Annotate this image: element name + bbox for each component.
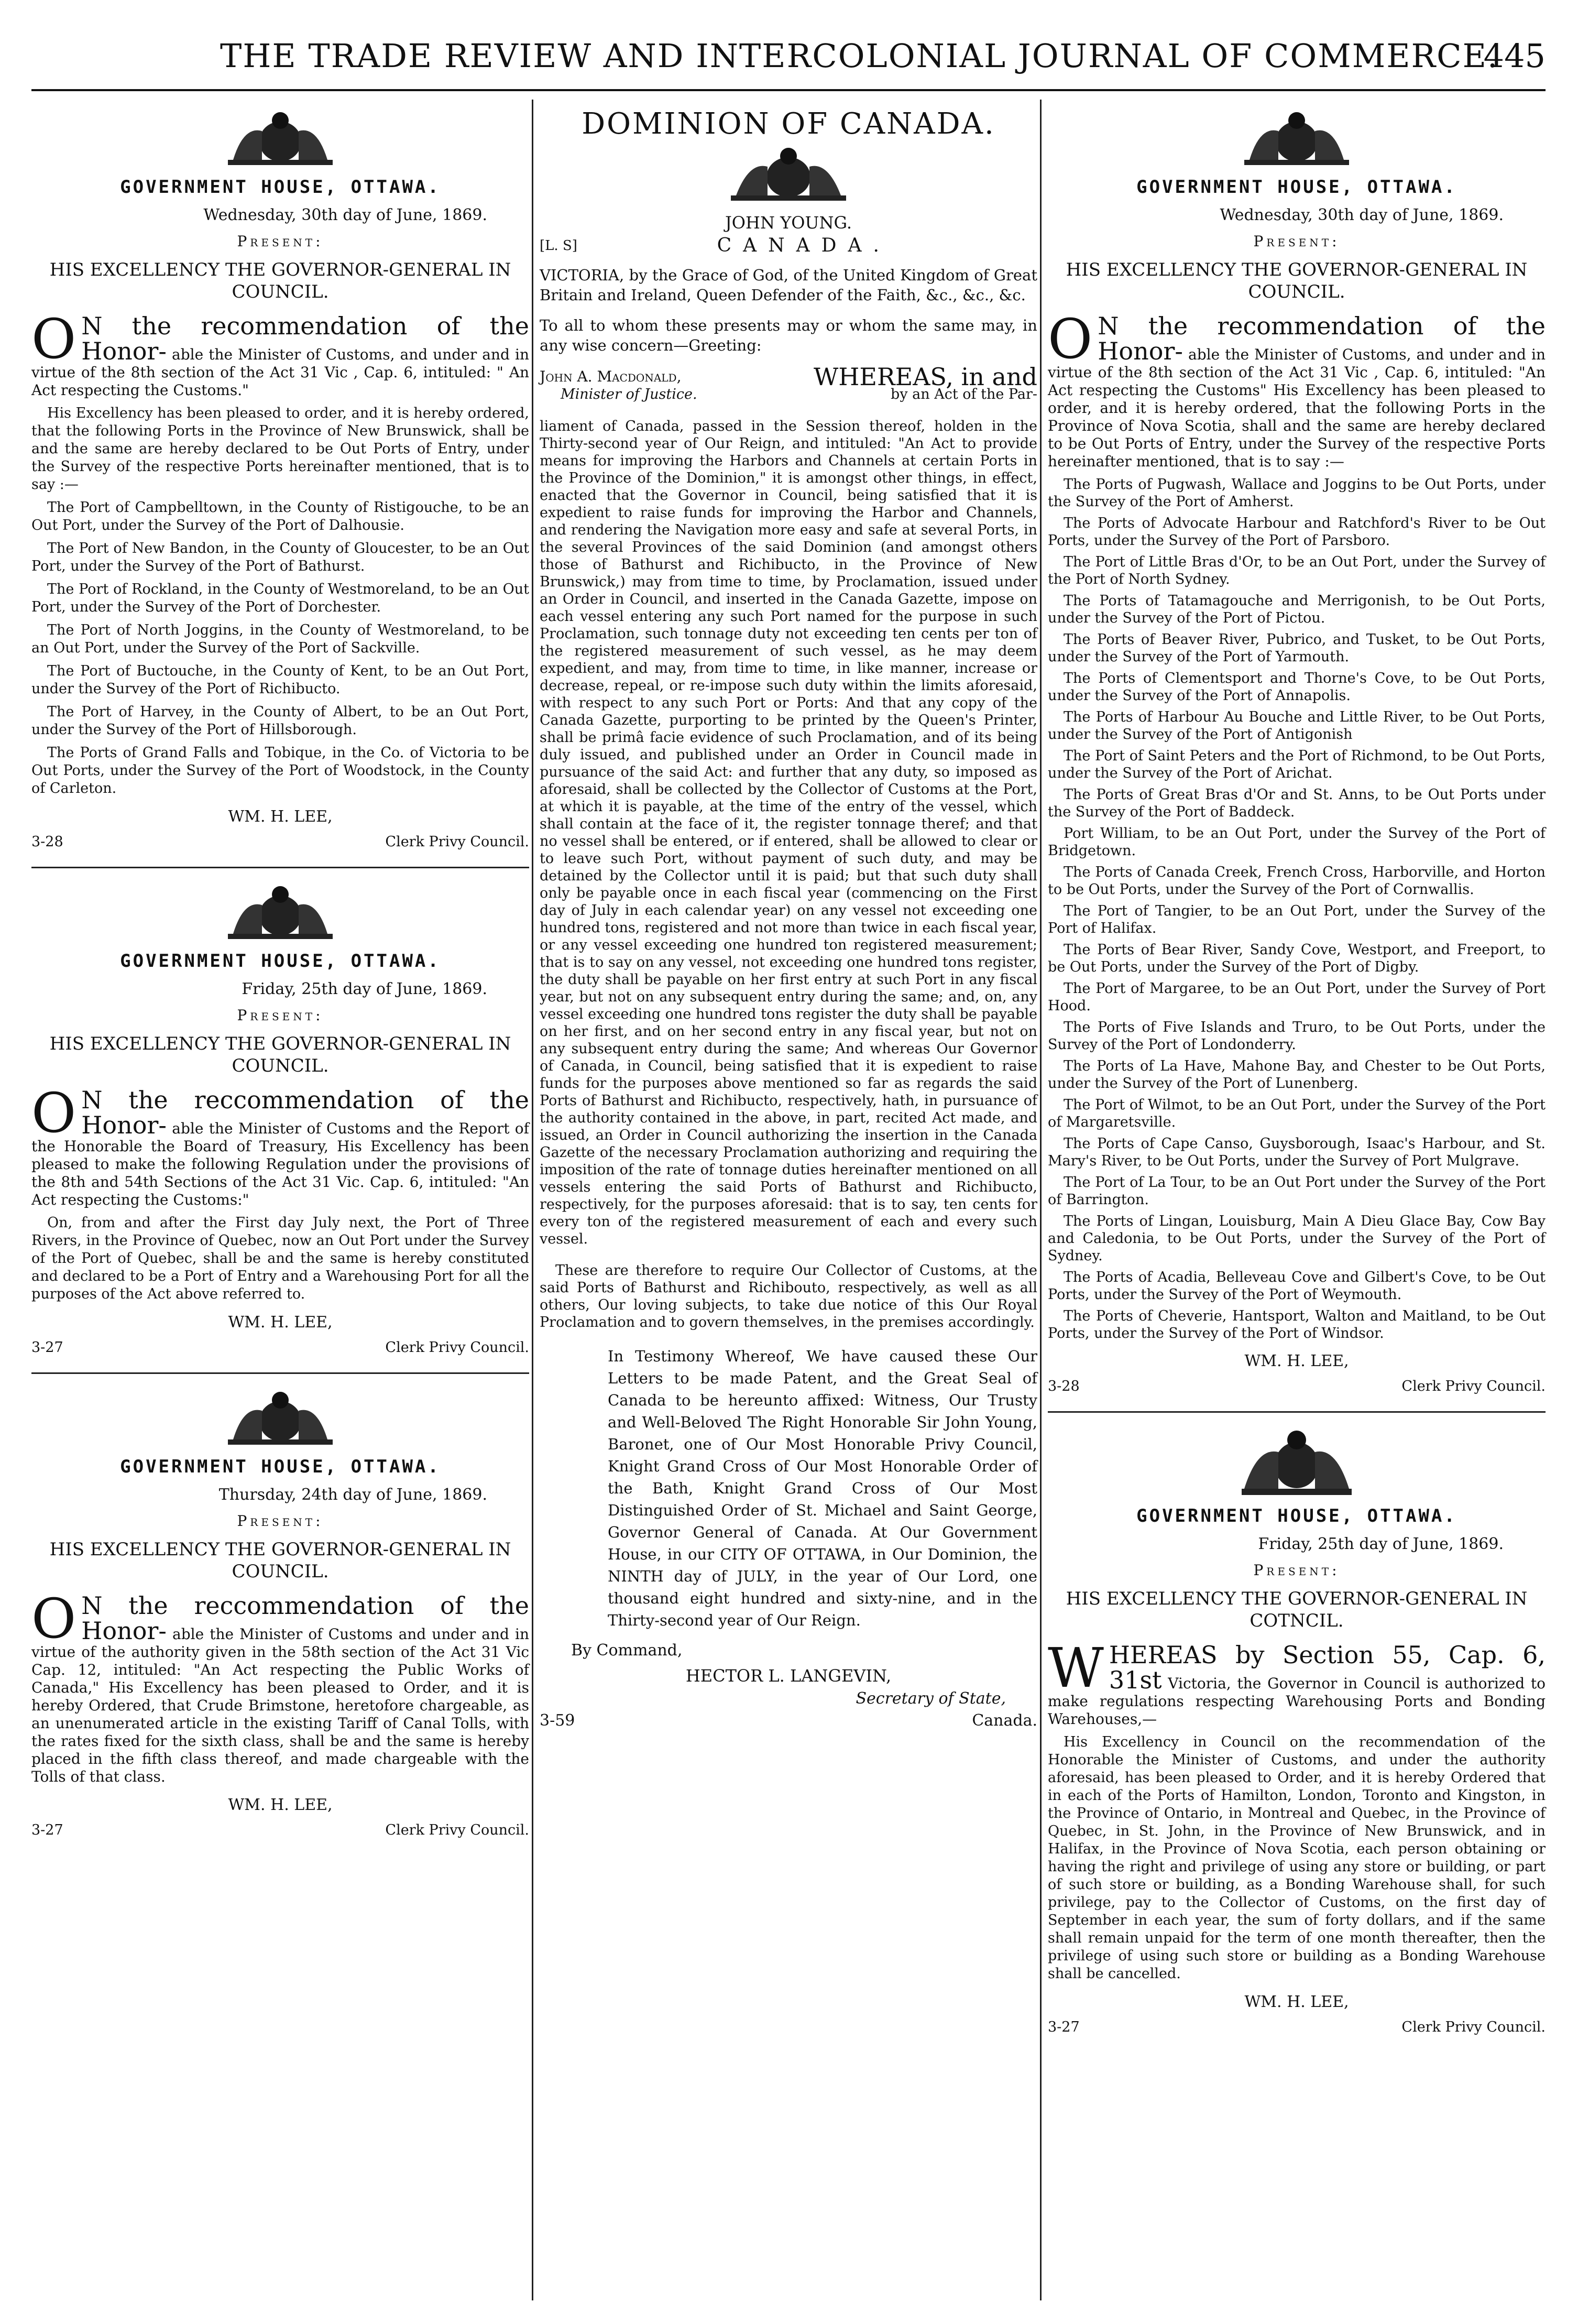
reference-number: 3-27	[31, 1822, 63, 1838]
proclamation-requirement: These are therefore to require Our Collector of Customs, at the said Ports of Bathurst and Richibouto, respectively, as well as all others, Our loving subjects, to take due notice of this Our Royal Proclamation and to govern themselves, in the premises accordingly.	[540, 1262, 1037, 1330]
minister-name: John A. Macdonald,	[540, 368, 682, 385]
proclamation-title: DOMINION OF CANADA.	[582, 107, 995, 141]
victoria-preamble: VICTORIA, by the Grace of God, of the United Kingdom of Great Britain and Ireland, Queen Defender of the Faith, &c., &c., &c.	[540, 266, 1037, 304]
royal-coat-of-arms-icon	[212, 884, 348, 942]
list-item: The Ports of Advocate Harbour and Ratchford's River to be Out Ports, under the Survey of the Port of Parsboro.	[1048, 515, 1546, 549]
signer-name: WM. H. LEE,	[228, 1796, 333, 1814]
country-name: Canada.	[972, 1711, 1037, 1730]
ports-list	[1048, 476, 1546, 1342]
signer-name: WM. H. LEE,	[1244, 1993, 1349, 2011]
notice-date: Friday, 25th day of June, 1869.	[242, 980, 487, 998]
excellency-line: HIS EXCELLENCY THE GOVERNOR-GENERAL IN COUNCIL.	[49, 1539, 511, 1582]
signature-row	[31, 1821, 529, 1839]
signer-office: Clerk Privy Council.	[1401, 2019, 1546, 2035]
column-rule-2	[1040, 100, 1042, 2300]
present-label: Present:	[237, 1512, 324, 1530]
lead-text: able the Minister of Customs and under and in virtue of the authority given in the 58th section of the Act 31 Vic Cap. 12, intituled: "An Act respecting the Public Works of Canada," His Excellency has been pleased to Order, and it is hereby Ordered, that Crude Brimstone, heretofore chargeable, as an unenumerated article in the existing Tariff of Canal Tolls, with the rates fixed for the sixth class, shall be and the same is hereby placed in the fifth class thereof, and made chargeable with the Tolls of that class.	[31, 1625, 529, 1785]
notice-divider	[1048, 1411, 1546, 1413]
signer-office: Clerk Privy Council.	[1401, 1378, 1546, 1394]
notice-heading: GOVERNMENT HOUSE, OTTAWA.	[120, 951, 441, 972]
lead-text: able the Minister of Customs, and under and in virtue of the 8th section of the Act 31 Vic , Cap. 6, intituled: "An Act respecting the Customs" His Excellency has been pleased to order, and it is hereby ordered, that the following Ports in the Province of Nova Scotia, shall and the same are hereby declared to be Out Ports of Entry, under the Survey of the respective Ports hereinafter mentioned, that is to say :—	[1048, 346, 1546, 470]
notice-divider	[31, 1372, 529, 1374]
list-item: The Port of Little Bras d'Or, to be an Out Port, under the Survey of the Port of North Sydney.	[1048, 554, 1546, 587]
lead-text: able the Minister of Customs, and under and in virtue of the 8th section of the Act 31 Vic , Cap. 6, intituled: " An Act respecting the Customs."	[31, 346, 529, 399]
list-item: The Ports of Cheverie, Hantsport, Walton and Maitland, to be Out Ports, under the Survey of the Port of Windsor.	[1048, 1308, 1546, 1341]
lead-big-text: N the recommendation of the Honor-	[1098, 312, 1546, 365]
reference-number: 3-59	[540, 1711, 575, 1730]
drop-cap: O	[31, 1081, 76, 1145]
lead-big-text: N the reccommendation of the Honor-	[81, 1086, 529, 1139]
lead-text: able the Minister of Customs and the Report of the Honorable the Board of Treasury, His Excellency has been pleased to make the following Regulation under the provisions of the 8th and 54th Sections of the Act 31 Vic. Cap. 6, intituled: "An Act respecting the Customs:"	[31, 1120, 530, 1208]
header-rule	[31, 89, 1546, 91]
canada-heading: CANADA.	[717, 235, 891, 256]
governor-name: JOHN YOUNG.	[725, 213, 852, 233]
lead-paragraph	[31, 1587, 529, 1786]
notice-divider	[31, 867, 529, 868]
signer-name: WM. H. LEE,	[1244, 1352, 1349, 1370]
present-label: Present:	[237, 1007, 324, 1024]
list-item: The Port of Wilmot, to be an Out Port, under the Survey of the Port of Margaretsville.	[1048, 1097, 1546, 1130]
seal-mark: [L. S]	[540, 238, 577, 254]
paragraph: The Port of New Bandon, in the County of Gloucester, to be an Out Port, under the Survey of the Port of Bathurst.	[31, 540, 529, 574]
column-right	[1048, 105, 1546, 2295]
testimony-paragraph: In Testimony Whereof, We have caused these Our Letters to be made Patent, and the Great Seal of Canada to be hereunto affixed: Witness, Our Trusty and Well-Beloved The Right Honorable Sir John Young, Baronet, one of Our Most Honorable Privy Council, Knight Grand Cross of Our Most Honorable Order of the Bath, Knight Grand Cross of Our Most Distinguished Order of St. Michael and Saint George, Governor General of Canada. At Our Government House, in our CITY OF OTTAWA, in Our Dominion, the NINTH day of JULY, in the year of Our Lord, one thousand eight hundred and sixty-nine, and in the Thirty-second year of Our Reign.	[608, 1347, 1037, 1629]
signer-name: WM. H. LEE,	[228, 1313, 333, 1332]
notice-date: Thursday, 24th day of June, 1869.	[218, 1486, 487, 1504]
present-label: Present:	[237, 233, 324, 250]
signer-office: Clerk Privy Council.	[385, 1822, 529, 1838]
notice-crude-brimstone	[31, 1390, 529, 1839]
lead-paragraph	[31, 1081, 530, 1209]
journal-title: THE TRADE REVIEW AND INTERCOLONIAL JOURNAL OF COMMERCE.	[220, 37, 1499, 75]
lead-big-text: HEREAS by Section 55, Cap. 6, 31st	[1109, 1641, 1546, 1694]
drop-cap: O	[1048, 307, 1093, 371]
signature-row	[1048, 2019, 1546, 2036]
drop-cap: W	[1048, 1636, 1104, 1700]
paragraph: The Port of Rockland, in the County of Westmoreland, to be an Out Port, under the Survey of the Port of Dorchester.	[31, 581, 529, 615]
seal-row	[540, 237, 1037, 255]
notice-ports-nova-scotia	[1048, 110, 1546, 1395]
royal-coat-of-arms-icon	[212, 1390, 348, 1447]
notice-date: Wednesday, 30th day of June, 1869.	[203, 206, 487, 224]
signature-row	[540, 1712, 1037, 1730]
reference-number: 3-27	[31, 1339, 63, 1356]
column-middle	[540, 105, 1037, 2295]
signer-name: WM. H. LEE,	[228, 808, 333, 826]
present-label: Present:	[1253, 1562, 1340, 1579]
list-item: The Ports of Harbour Au Bouche and Little River, to be Out Ports, under the Survey of the Port of Antigonish	[1048, 709, 1546, 743]
lead-paragraph	[1048, 1636, 1546, 1728]
notice-heading: GOVERNMENT HOUSE, OTTAWA.	[1136, 1505, 1457, 1526]
paragraph: The Port of North Joggins, in the County of Westmoreland, to be an Out Port, under the Survey of the Port of Sackville.	[31, 622, 529, 656]
excellency-line: HIS EXCELLENCY THE GOVERNOR-GENERAL IN COTNCIL.	[1066, 1588, 1528, 1631]
notice-heading: GOVERNMENT HOUSE, OTTAWA.	[120, 177, 441, 198]
list-item: The Ports of Pugwash, Wallace and Joggins to be Out Ports, under the Survey of the Port of Amherst.	[1048, 476, 1546, 510]
reference-number: 3-28	[1048, 1378, 1080, 1394]
drop-cap: O	[31, 1587, 76, 1651]
whereas-big-text: WHEREAS, in and	[814, 363, 1037, 391]
list-item: The Port of Saint Peters and the Port of Richmond, to be Out Ports, under the Survey of the Port of Arichat.	[1048, 748, 1546, 781]
royal-coat-of-arms-icon	[715, 146, 862, 203]
lead-text: Victoria, the Governor in Council is authorized to make regulations respecting Warehousing Ports and Bonding Warehouses,—	[1048, 1675, 1546, 1728]
notice-ports-new-brunswick	[31, 110, 529, 851]
notice-date: Wednesday, 30th day of June, 1869.	[1220, 206, 1504, 224]
list-item: The Ports of Canada Creek, French Cross, Harborville, and Horton to be Out Ports, under the Survey of the Port of Cornwallis.	[1048, 864, 1546, 898]
reference-number: 3-27	[1048, 2019, 1080, 2035]
column-rule-1	[532, 100, 533, 2300]
excellency-line: HIS EXCELLENCY THE GOVERNOR-GENERAL IN COUNCIL.	[1066, 259, 1528, 302]
paragraph: His Excellency in Council on the recommendation of the Honorable the Minister of Customs, and under the authority aforesaid, has been pleased to Order, and it is hereby Ordered that in each of the Ports of Hamilton, London, Toronto and Kingston, in the Province of Ontario, in Montreal and Quebec, in the Province of Quebec, in St. John, in the Province of New Brunswick, and in Halifax, in the Province of Nova Scotia, each person obtaining or having the right and privilege of using any store or building, or part of such store or building, as a Bonding Warehouse shall, for such privilege, pay to the Collector of Customs, on the first day of September in each year, the sum of forty dollars, and if the same shall remain unpaid for the term of one month thereafter, then the privilege of using such store or building as a Bonding Warehouse shall be cancelled.	[1048, 1734, 1546, 1982]
paragraph: On, from and after the First day July next, the Port of Three Rivers, in the Province of Quebec, now an Out Port under the Survey of the Port of Quebec, shall be and the same is hereby constituted and declared to be a Port of Entry and a Warehousing Port for all the purposes of the Act above referred to.	[31, 1215, 529, 1302]
greeting-paragraph: To all to whom these presents may or whom the same may, in any wise concern—Greeting:	[540, 317, 1037, 354]
reference-number: 3-28	[31, 834, 63, 850]
secretary-name: HECTOR L. LANGEVIN,	[685, 1666, 892, 1686]
proclamation-body: liament of Canada, passed in the Session thereof, holden in the Thirty-second year of Our Reign, and intituled: "An Act to provide means for improving the Harbors and Channels at certain Ports in the Province of the Dominion," it is amongst other things, in effect, enacted that the Governor in Council, being satisfied that it is expedient to raise funds for improving the Harbor and Channels, and rendering the Navigation more easy and safe at several Ports, in the several Provinces of the said Dominion (and amongst others those of Bathurst and Richibucto, in the Province of New Brunswick,) may from time to time, by Proclamation, issued under an Order in Council, and inserted in the Canada Gazette, impose on each vessel entering any such Port named for the purpose in such Proclamation, such tonnage duty not exceeding ten cents per ton of the registered measurement of such vessel, as he may deem expedient, and may, from time to time, in like manner, increase or decrease, repeal, or re-impose such duty within the limits aforesaid, with respect to any such Port or Ports: And that any copy of the Canada Gazette, purporting to be printed by the Queen's Printer, shall be primâ facie evidence of such Proclamation, and of its being duly issued, and published under an Order in Council made in pursuance of the said Act: and further that any duty, so imposed as aforesaid, shall be collected by the Collector of Customs at the Port, at which it is payable, at the time of the entry of the vessel, which shall contain at the face of it, the register tonnage theref; and that no vessel shall be entered, or if entered, shall be allowed to clear or to leave such Port, without payment of such duty, and may be detained by the Collector until it is paid; but that such duty shall only be payable once in each fiscal year (commencing on the First day of July in each calendar year) on any vessel not exceeding one hundred tons, registered and not more than twice in each fiscal year, or any vessel exceeding one hundred ton registered measurement; that is to say on any vessel, not exceeding one hundred tons register, the duty shall be payable on her first entry at such Port in any fiscal year, but not on any subsequent entry during the same; and, on, any vessel exceeding one hundred tons register the duty shall be payable on her first, and on her second entry in any fiscal year, but not on any subsequent entry during the same; And whereas Our Governor of Canada, in Council, being satisfied that it is expedient to raise funds for the purposes above mentioned so far as regards the said Ports of Bathurst and Richibucto, respectively, hath, in pursuance of the authority contained in the above, in part, recited Act made, and issued, an Order in Council authorizing the insertion in the Canada Gazette of the necessary Proclamation authorizing and requiring the imposition of the rate of tonnage duties hereinafter mentioned on all vessels entering the said Ports of Bathurst and Richibucto, respectively, for the purposes aforesaid: that is to say, ten cents for every ton of the registered measurement of each and every such vessel.	[540, 418, 1037, 1247]
whereas-first-line: by an Act of the Par-	[891, 386, 1037, 402]
excellency-line: HIS EXCELLENCY THE GOVERNOR-GENERAL IN COUNCIL.	[49, 1033, 511, 1076]
list-item: The Ports of Bear River, Sandy Cove, Westport, and Freeport, to be Out Ports, under the Survey of the Port of Digby.	[1048, 942, 1546, 975]
lead-paragraph	[31, 307, 529, 399]
notice-bonding-warehouses	[1048, 1428, 1546, 2036]
excellency-line: HIS EXCELLENCY THE GOVERNOR-GENERAL IN COUNCIL.	[49, 259, 511, 302]
signer-office: Clerk Privy Council.	[385, 1339, 529, 1356]
list-item: The Port of La Tour, to be an Out Port under the Survey of the Port of Barrington.	[1048, 1174, 1546, 1208]
list-item: Port William, to be an Out Port, under the Survey of the Port of Bridgetown.	[1048, 825, 1546, 859]
secretary-title: Secretary of State,	[856, 1689, 1006, 1708]
minister-title: Minister of Justice.	[561, 386, 697, 402]
paragraph: The Port of Campbelltown, in the County of Ristigouche, to be an Out Port, under the Survey of the Port of Dalhousie.	[31, 499, 529, 533]
notice-heading: GOVERNMENT HOUSE, OTTAWA.	[1136, 177, 1457, 198]
list-item: The Ports of Lingan, Louisburg, Main A Dieu Glace Bay, Cow Bay and Caledonia, to be Out Ports, under the Survey of the Port of Sydney.	[1048, 1213, 1546, 1264]
list-item: The Ports of Beaver River, Pubrico, and Tusket, to be Out Ports, under the Survey of the Port of Yarmouth.	[1048, 631, 1546, 665]
list-item: The Ports of Tatamagouche and Merrigonish, to be Out Ports, under the Survey of the Port of Pictou.	[1048, 593, 1546, 626]
list-item: The Ports of Clementsport and Thorne's Cove, to be Out Ports, under the Survey of the Port of Annapolis.	[1048, 670, 1546, 704]
royal-coat-of-arms-icon	[1229, 110, 1365, 168]
lead-big-text: N the recommendation of the Honor-	[81, 312, 529, 365]
signature-row	[31, 833, 529, 851]
present-label: Present:	[1253, 233, 1340, 250]
paragraph: His Excellency has been pleased to order, and it is hereby ordered, that the following Ports in the Province of New Brunswick, shall be and the same are hereby declared to be Out Ports of Entry, under the Survey of the respective Ports hereinafter mentioned, that is to say :—	[31, 405, 529, 493]
paragraph: The Port of Harvey, in the County of Albert, to be an Out Port, under the Survey of the Port of Hillsborough.	[31, 704, 529, 738]
list-item: The Ports of Five Islands and Truro, to be Out Ports, under the Survey of the Port of Londonderry.	[1048, 1019, 1546, 1053]
list-item: The Ports of Cape Canso, Guysborough, Isaac's Harbour, and St. Mary's River, to be Out Ports, under the Survey of Port Mulgrave.	[1048, 1136, 1546, 1169]
notice-three-rivers	[31, 884, 529, 1357]
lead-paragraph	[1048, 307, 1546, 471]
signature-row	[31, 1339, 529, 1357]
whereas-heading	[540, 363, 1037, 403]
list-item: The Port of Tangier, to be an Out Port, under the Survey of the Port of Halifax.	[1048, 903, 1546, 936]
paragraph: The Ports of Grand Falls and Tobique, in the Co. of Victoria to be Out Ports, under the Survey of the Port of Woodstock, in the County of Carleton.	[31, 745, 529, 797]
list-item: The Ports of Great Bras d'Or and St. Anns, to be Out Ports under the Survey of the Port of Baddeck.	[1048, 787, 1546, 820]
list-item: The Ports of Acadia, Belleveau Cove and Gilbert's Cove, to be Out Ports, under the Survey of the Port of Weymouth.	[1048, 1269, 1546, 1303]
notice-date: Friday, 25th day of June, 1869.	[1258, 1535, 1504, 1553]
notice-heading: GOVERNMENT HOUSE, OTTAWA.	[120, 1456, 441, 1477]
page-number: 445	[1483, 37, 1546, 75]
list-item: The Ports of La Have, Mahone Bay, and Chester to be Out Ports, under the Survey of the Port of Lunenberg.	[1048, 1058, 1546, 1092]
paragraph: The Port of Buctouche, in the County of Kent, to be an Out Port, under the Survey of the Port of Richibucto.	[31, 663, 529, 697]
drop-cap: O	[31, 307, 76, 371]
column-left	[31, 105, 529, 2295]
signer-office: Clerk Privy Council.	[385, 834, 529, 850]
page-header	[31, 31, 1546, 89]
by-command-label: By Command,	[571, 1641, 683, 1660]
royal-coat-of-arms-icon	[1229, 1428, 1365, 1497]
signature-row	[1048, 1378, 1546, 1395]
lead-big-text: N the reccommendation of the Honor-	[81, 1591, 529, 1645]
list-item: The Port of Margaree, to be an Out Port, under the Survey of Port Hood.	[1048, 980, 1546, 1014]
royal-coat-of-arms-icon	[212, 110, 348, 168]
